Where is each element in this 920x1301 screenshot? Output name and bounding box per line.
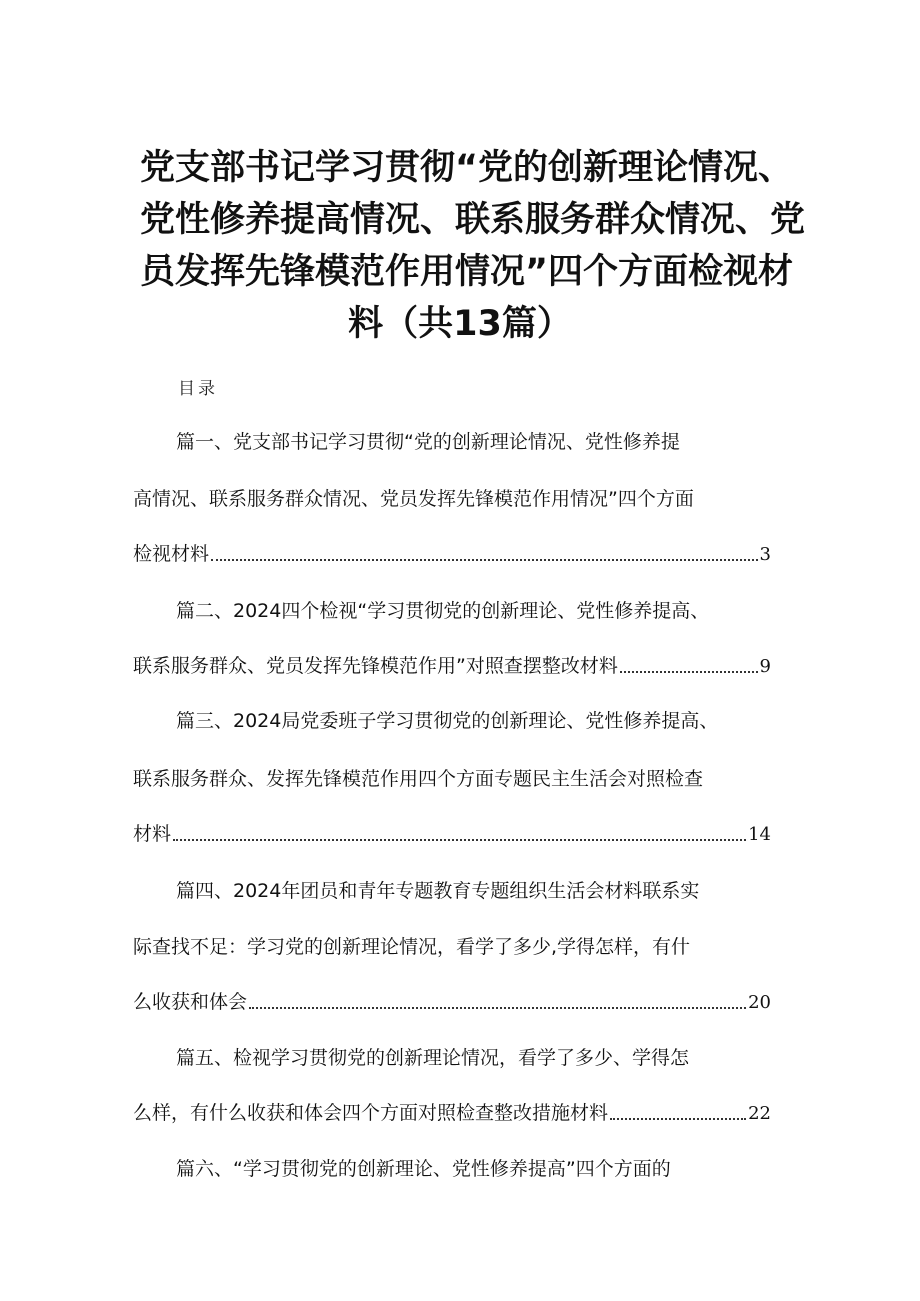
toc-entry-last-line [133, 986, 771, 1018]
toc-entry-line: 篇一、党支部书记学习贯彻“党的创新理论情况、党性修养提 [176, 431, 680, 453]
dot-leader [610, 1118, 746, 1120]
toc-entry-line: 材料 [133, 823, 172, 845]
toc-entry-line: 篇三、2024局党委班子学习贯彻党的创新理论、党性修养提高、 [176, 710, 719, 732]
toc-page-number: 9 [759, 656, 771, 677]
toc-entry-last-line [133, 818, 771, 850]
toc-entry-line: 篇五、检视学习贯彻党的创新理论情况，看学了多少、学得怎 [176, 1047, 690, 1069]
document-title [140, 142, 806, 350]
toc-page-number: 20 [748, 992, 771, 1013]
dot-leader [249, 1007, 746, 1009]
toc-heading: 目录 [178, 379, 218, 399]
toc-page-number: 3 [759, 544, 771, 565]
toc-entry-line: 么收获和体会 [133, 991, 248, 1013]
toc-entry-line: 检视材料 [133, 543, 210, 565]
dot-leader [211, 559, 758, 561]
title-line: 党支部书记学习贯彻“党的创新理论情况、 [140, 148, 794, 188]
toc-entry-line: 联系服务群众、发挥先锋模范作用四个方面专题民主生活会对照检查 [133, 768, 704, 790]
toc-entry-last-line [133, 650, 771, 682]
toc-entry-line: 篇二、2024四个检视“学习贯彻党的创新理论、党性修养提高、 [176, 600, 710, 622]
toc-entry-line: 际查找不足：学习党的创新理论情况，看学了多少,学得怎样，有什 [133, 936, 691, 958]
toc-page-number: 22 [748, 1103, 771, 1124]
toc-entry-line: 么样，有什么收获和体会四个方面对照检查整改措施材料 [133, 1102, 609, 1124]
title-line: 党性修养提高情况、联系服务群众情况、党 [140, 200, 806, 240]
toc-entry-last-line [133, 538, 771, 570]
toc-entry-line: 联系服务群众、党员发挥先锋模范作用”对照查摆整改材料 [133, 655, 618, 677]
title-line: 员发挥先锋模范作用情况”四个方面检视材 [140, 252, 794, 292]
toc-entry-line: 篇四、2024年团员和青年专题教育专题组织生活会材料联系实 [176, 880, 700, 902]
toc-entry-line: 篇六、“学习贯彻党的创新理论、党性修养提高”四个方面的 [176, 1158, 671, 1180]
title-line: 料（共13篇） [348, 304, 572, 344]
toc-page-number: 14 [748, 824, 771, 845]
toc-entry-line: 高情况、联系服务群众情况、党员发挥先锋模范作用情况”四个方面 [133, 488, 694, 510]
dot-leader [620, 671, 758, 673]
dot-leader [173, 839, 746, 841]
toc-entry-last-line [133, 1097, 771, 1129]
